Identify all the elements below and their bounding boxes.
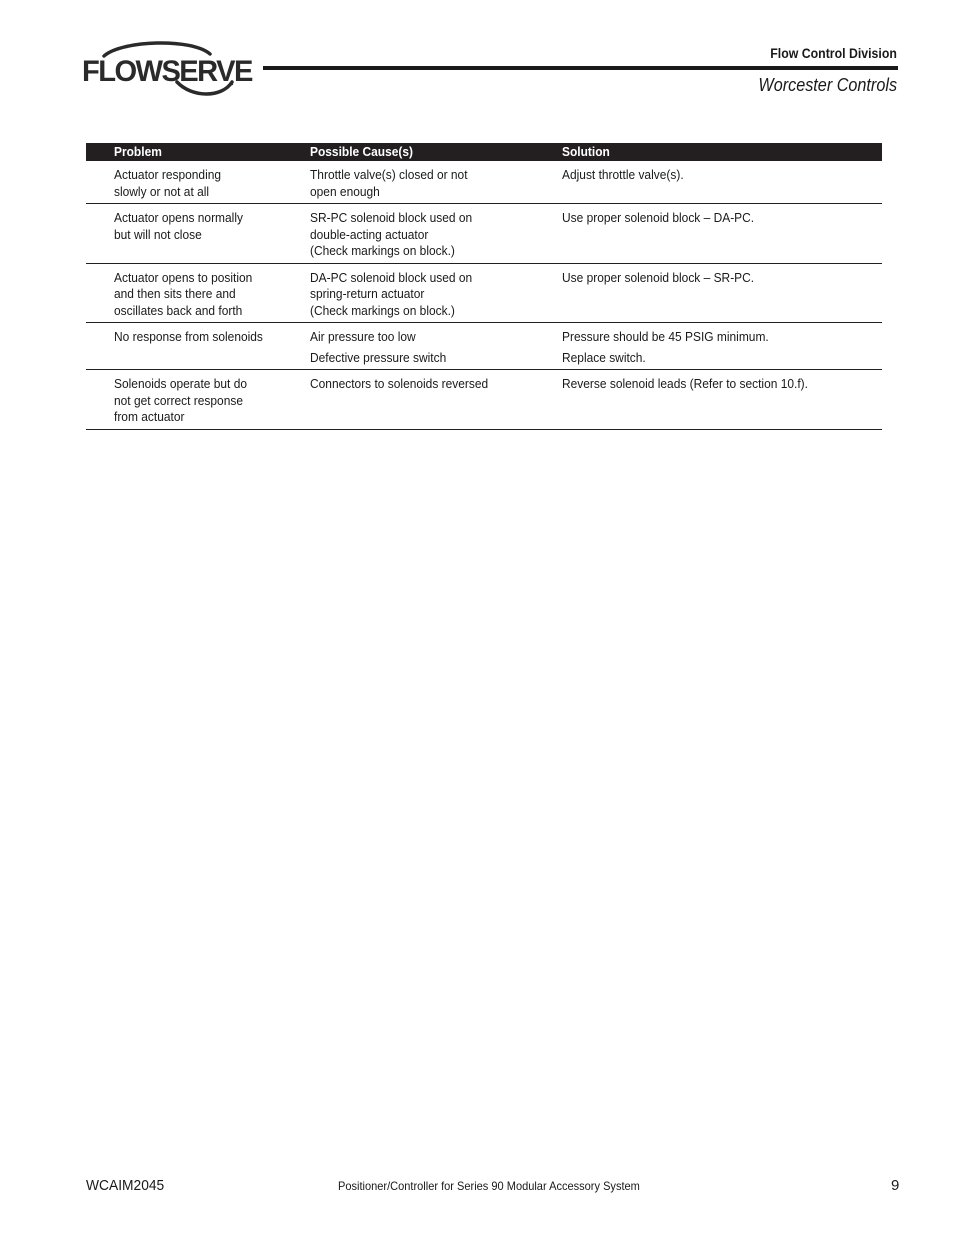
solution-cell <box>562 370 882 430</box>
problem-text: not get correct response <box>114 392 243 408</box>
flowserve-logo <box>82 38 252 100</box>
solution-text: Replace switch. <box>562 349 646 365</box>
cause-text: (Check markings on block.) <box>310 302 455 318</box>
problem-text: Actuator opens normally <box>114 210 243 225</box>
cause-text: Connectors to solenoids reversed <box>310 376 489 391</box>
table-row <box>86 370 882 430</box>
column-header-solution: Solution <box>562 143 882 161</box>
cause-cell <box>310 323 562 370</box>
page-number: 9 <box>891 1177 900 1194</box>
cause-text: Defective pressure switch <box>310 349 447 365</box>
troubleshooting-table <box>86 143 882 430</box>
cause-cell <box>310 161 562 204</box>
problem-cell <box>86 323 310 370</box>
solution-cell <box>562 323 882 370</box>
column-header-cause: Possible Cause(s) <box>310 143 562 161</box>
problem-text: but will not close <box>114 226 202 242</box>
cause-text: double-acting actuator <box>310 226 429 242</box>
problem-text: and then sits there and <box>114 286 236 301</box>
cause-cell <box>310 370 562 430</box>
document-number: WCAIM2045 <box>86 1177 165 1194</box>
solution-text: Pressure should be 45 PSIG minimum. <box>562 329 769 344</box>
solution-cell <box>562 263 882 323</box>
division-title: Flow Control Division <box>770 45 897 61</box>
solution-text: Use proper solenoid block – SR-PC. <box>562 269 755 285</box>
subtitle: Worcester Controls <box>758 75 897 95</box>
cause-text: DA-PC solenoid block used on <box>310 269 473 285</box>
table-row <box>86 263 882 323</box>
table-row <box>86 161 882 204</box>
table-header-row <box>86 143 882 161</box>
table-row <box>86 323 882 370</box>
solution-cell <box>562 204 882 264</box>
problem-text: from actuator <box>114 409 185 424</box>
cause-text: Air pressure too low <box>310 329 416 344</box>
table-row <box>86 204 882 264</box>
problem-text: oscillates back and forth <box>114 302 243 318</box>
logo-wordmark: FLOWSERVE <box>82 55 252 88</box>
solution-text: Reverse solenoid leads (Refer to section 10.f). <box>562 376 808 391</box>
cause-cell <box>310 204 562 264</box>
problem-text: Actuator opens to position <box>114 269 253 285</box>
problem-cell <box>86 161 310 204</box>
cause-text: Throttle valve(s) closed or not <box>310 167 468 182</box>
footer-title: Positioner/Controller for Series 90 Modular Accessory System <box>338 1179 640 1193</box>
problem-cell <box>86 204 310 264</box>
cause-text: open enough <box>310 183 380 199</box>
solution-text: Adjust throttle valve(s). <box>562 167 684 182</box>
cause-text: SR-PC solenoid block used on <box>310 210 473 225</box>
solution-text: Use proper solenoid block – DA-PC. <box>562 210 755 225</box>
problem-text: slowly or not at all <box>114 183 210 199</box>
problem-text: No response from solenoids <box>114 329 263 344</box>
solution-cell <box>562 161 882 204</box>
problem-text: Actuator responding <box>114 167 222 182</box>
header-rule <box>263 66 898 70</box>
cause-text: (Check markings on block.) <box>310 243 455 258</box>
problem-cell <box>86 263 310 323</box>
cause-cell <box>310 263 562 323</box>
problem-text: Solenoids operate but do <box>114 376 247 391</box>
problem-cell <box>86 370 310 430</box>
column-header-problem: Problem <box>86 143 310 161</box>
cause-text: spring-return actuator <box>310 286 425 301</box>
